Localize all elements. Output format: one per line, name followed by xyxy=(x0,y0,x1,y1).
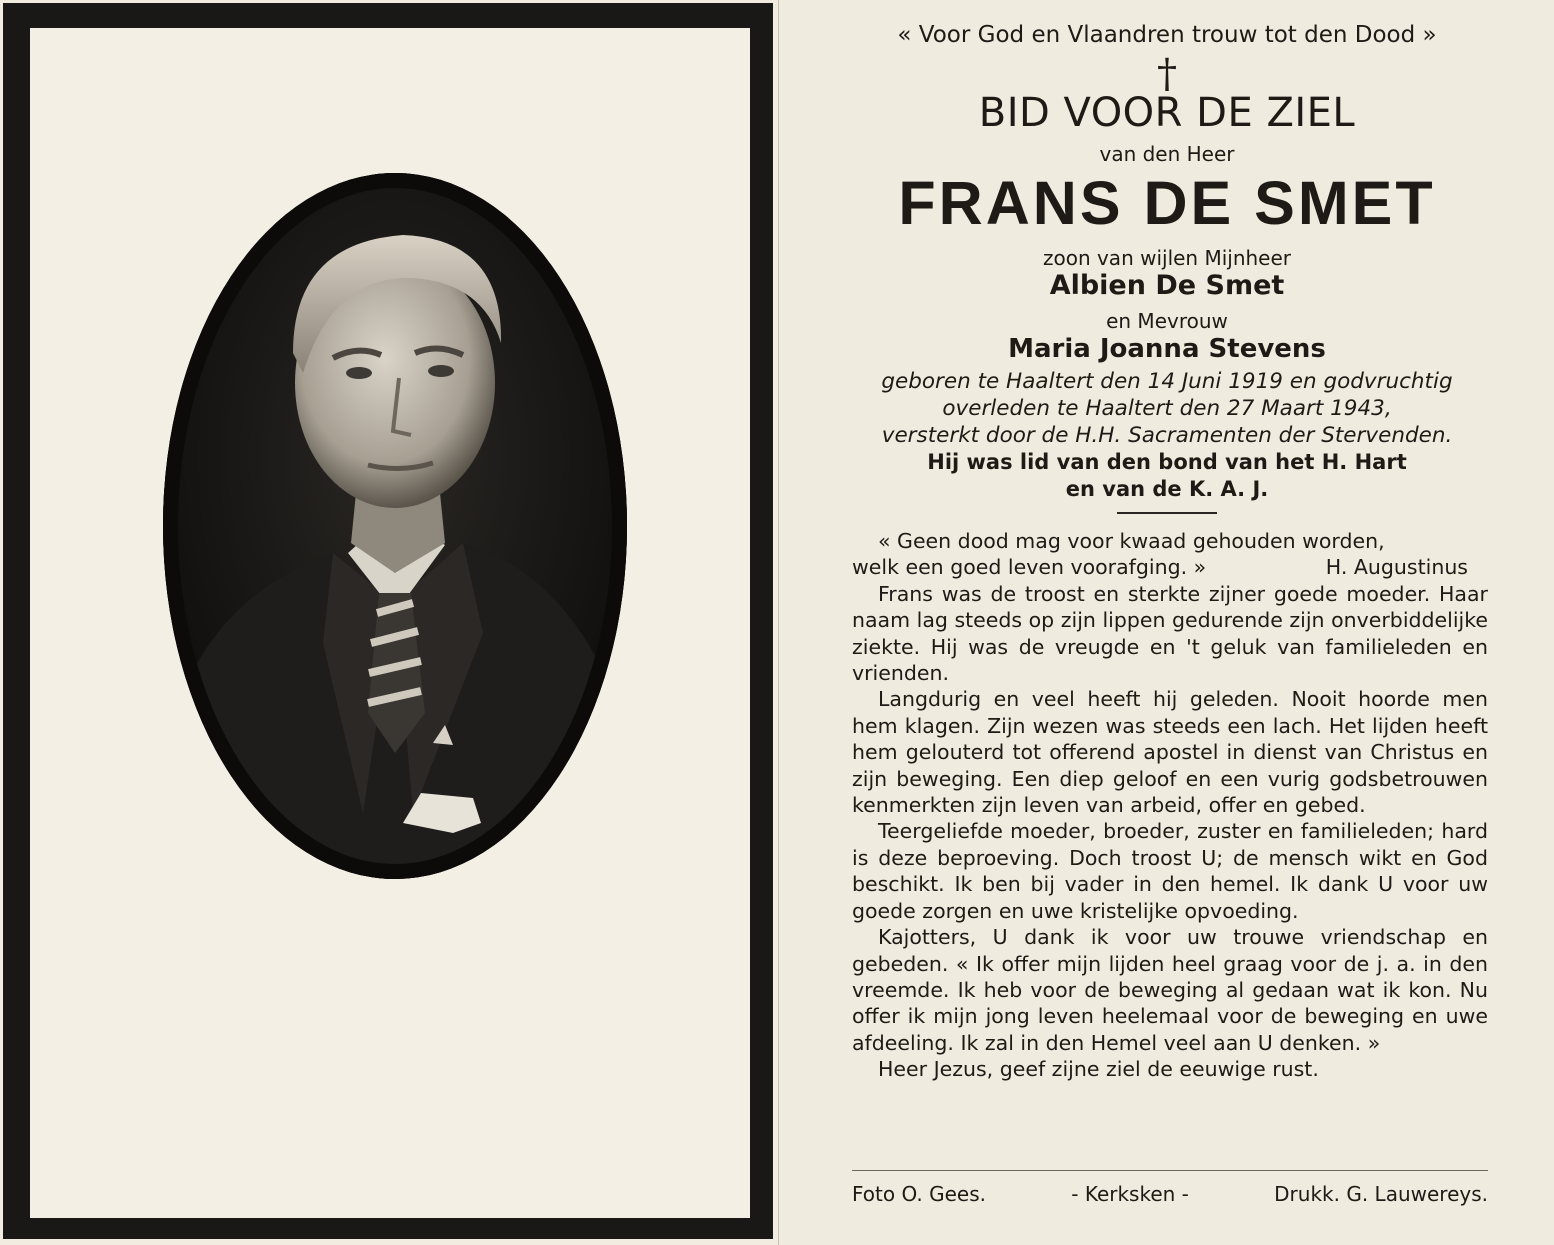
divider xyxy=(1117,512,1217,514)
prayer-heading: BID VOOR DE ZIEL xyxy=(978,90,1356,136)
father-name: Albien De Smet xyxy=(1049,270,1285,301)
photographer-credit: Foto O. Gees. xyxy=(852,1182,986,1206)
footer xyxy=(852,1182,1488,1206)
place-credit: - Kerksken - xyxy=(1071,1182,1189,1206)
paragraph: Langdurig en veel heeft hij geleden. Nooit hoorde men hem klagen. Zijn wezen was steeds een lach. Het lijden heeft hem gelouterd tot offerend apostel in dienst van Christus en zijn beweging. Een diep geloof en een vurig godsbetrouwen kenmerkten zijn leven van arbeid, offer en gebed. xyxy=(852,687,1488,818)
membership-line-1: Hij was lid van den bond van het H. Hart xyxy=(927,450,1407,474)
quote-text: welk een goed leven voorafging. » xyxy=(852,555,1207,580)
footer-divider xyxy=(852,1170,1488,1171)
membership-line-2: en van de K. A. J. xyxy=(1065,477,1269,501)
portrait-photo xyxy=(163,173,627,879)
sacraments-line: versterkt door de H.H. Sacramenten der Stervenden. xyxy=(881,423,1453,448)
printer-credit: Drukk. G. Lauwereys. xyxy=(1274,1182,1488,1206)
photo-mount xyxy=(30,28,750,1218)
mother-name: Maria Joanna Stevens xyxy=(1008,334,1326,364)
birth-line: geboren te Haaltert den 14 Juni 1919 en godvruchtig xyxy=(881,369,1453,394)
closing-prayer: Heer Jezus, geef zijne ziel de eeuwige rust. xyxy=(878,1057,1319,1082)
quote-attribution: H. Augustinus xyxy=(1325,555,1468,580)
cross-icon: † xyxy=(1157,51,1177,97)
death-line: overleden te Haaltert den 27 Maart 1943, xyxy=(942,396,1392,421)
honorific: van den Heer xyxy=(1099,142,1235,166)
and-mrs-line: en Mevrouw xyxy=(1106,309,1228,333)
quote-line-1: « Geen dood mag voor kwaad gehouden worden, xyxy=(878,529,1385,553)
portrait-image xyxy=(163,173,627,879)
deceased-name: FRANS DE SMET xyxy=(898,169,1436,237)
black-border-frame xyxy=(3,3,773,1239)
paragraph: Kajotters, U dank ik voor uw trouwe vriendschap en gebeden. « Ik offer mijn lijden heel graag voor de j. a. in den vreemde. Ik heb voor de beweging al gedaan wat ik kon. Nu offer ik mijn jong leven heelemaal voor de beweging en uwe afdeeling. Ik zal in den Hemel veel aan U denken. » xyxy=(852,925,1488,1055)
son-of-line: zoon van wijlen Mijnheer xyxy=(1042,246,1292,270)
memorial-text xyxy=(852,528,1488,1083)
paragraph: Frans was de troost en sterkte zijner goede moeder. Haar naam lag steeds op zijn lippen gedurende zijn onverbiddelijke ziekte. Hij was de vreugde en 't geluk van familieleden en vrienden. xyxy=(852,581,1488,686)
quote-line-2 xyxy=(852,554,1488,580)
text-panel xyxy=(778,0,1554,1245)
paragraph: Teergeliefde moeder, broeder, zuster en familieleden; hard is deze beproeving. Doch troost U; de mensch wikt en God beschikt. Ik ben bij vader in den hemel. Ik dank U voor uw goede zorgen en uwe kristelijke opvoeding. xyxy=(852,819,1488,923)
motto: « Voor God en Vlaandren trouw tot den Dood » xyxy=(897,22,1437,48)
